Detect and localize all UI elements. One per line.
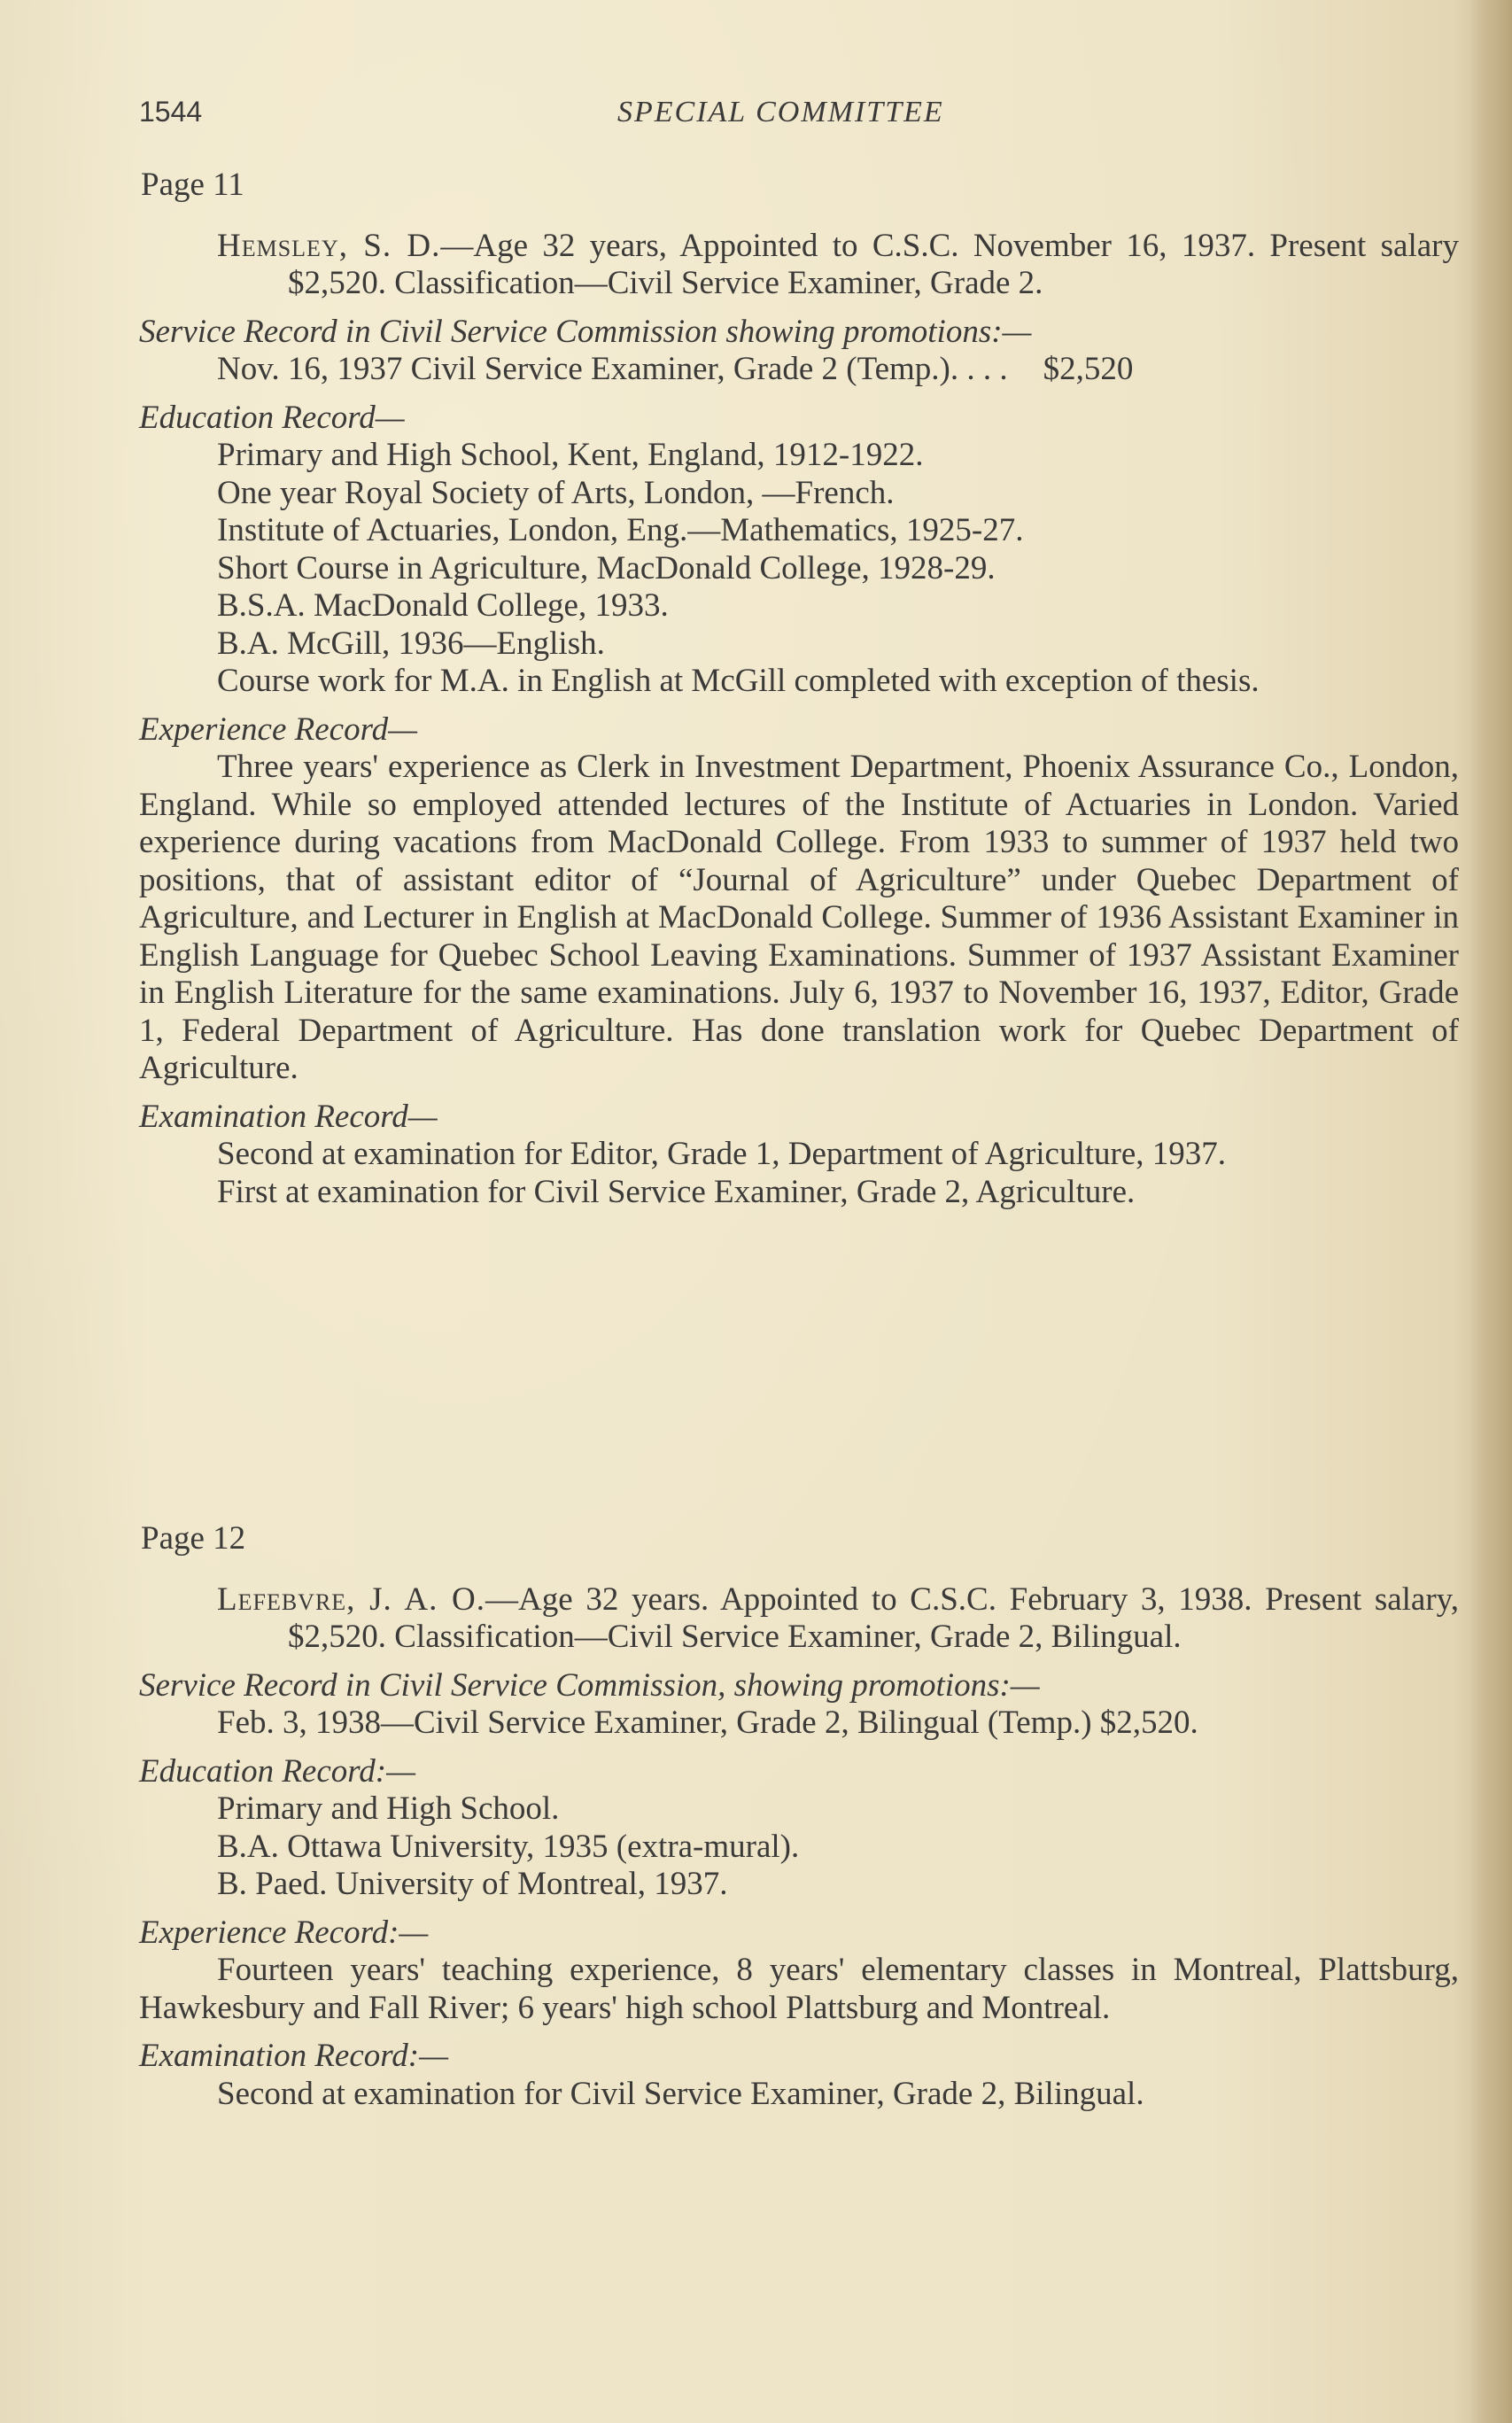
intro-text: —Age 32 years, Appointed to C.S.C. November 16, 1937. Present salary $2,520. Classification—Civil Service Examiner, Grade 2.	[288, 227, 1459, 301]
experience-paragraph: Three years' experience as Clerk in Investment Department, Phoenix Assurance Co., London, England. While so employed attended lectures of the Institute of Actuaries in London. Varied experience during vacations from MacDonald College. From 1933 to summer of 1937 held two positions, that of assistant editor of “Journal of Agriculture” under Quebec Department of Agriculture, and Lecturer in English at MacDonald College. Summer of 1936 Assistant Examiner in English Language for Quebec School Leaving Examinations. Summer of 1937 Assistant Examiner in English Literature for the same examinations. July 6, 1937 to November 16, 1937, Editor, Grade 1, Federal Department of Agriculture. Has done translation work for Quebec Department of Agriculture.	[139, 749, 1459, 1086]
education-line: Primary and High School.	[217, 1790, 560, 1827]
examination-paragraph: Second at examination for Editor, Grade 1, Department of Agriculture, 1937.	[217, 1136, 1227, 1172]
service-record-line: Feb. 3, 1938—Civil Service Examiner, Grade 2, Bilingual (Temp.) $2,520.	[217, 1705, 1198, 1741]
education-line: B.A. Ottawa University, 1935 (extra-mural).	[217, 1828, 800, 1865]
page-number: 1544	[139, 96, 203, 128]
experience-record-heading: Experience Record:—	[139, 1914, 429, 1951]
education-record-heading: Education Record:—	[139, 1752, 416, 1790]
person-name: Hemsley, S. D.	[217, 227, 441, 264]
service-record-heading: Service Record in Civil Service Commission showing promotions:—	[139, 313, 1032, 350]
running-head: SPECIAL COMMITTEE	[617, 96, 944, 128]
service-record-heading: Service Record in Civil Service Commission, showing promotions:—	[139, 1666, 1040, 1704]
entry-intro	[139, 1581, 1459, 1657]
education-line: B.S.A. MacDonald College, 1933.	[217, 587, 669, 624]
intro-text: —Age 32 years. Appointed to C.S.C. February 3, 1938. Present salary, $2,520. Classification—Civil Service Examiner, Grade 2, Bilingual.	[288, 1580, 1460, 1655]
entry-lefebvre	[139, 1520, 1459, 2113]
entry-intro	[139, 228, 1459, 303]
education-line: One year Royal Society of Arts, London, —French.	[217, 474, 895, 511]
education-record-heading: Education Record—	[139, 399, 405, 436]
page-spine-shadow	[1469, 0, 1512, 2423]
education-line: Institute of Actuaries, London, Eng.—Mathematics, 1925-27.	[217, 512, 1024, 548]
service-record-text: Nov. 16, 1937 Civil Service Examiner, Grade 2 (Temp.). . . .	[217, 351, 1008, 387]
education-line: Short Course in Agriculture, MacDonald College, 1928-29.	[217, 549, 996, 586]
education-line: Primary and High School, Kent, England, 1912-1922.	[217, 437, 924, 473]
page-label: Page 11	[141, 167, 244, 203]
page-label: Page 12	[141, 1520, 246, 1557]
education-line: B.A. McGill, 1936—English.	[217, 625, 605, 662]
experience-paragraph: Fourteen years' teaching experience, 8 years' elementary classes in Montreal, Plattsburg, Hawkesbury and Fall River; 6 years' high school Plattsburg and Montreal.	[139, 1952, 1459, 2026]
person-name: Lefebvre, J. A. O.	[217, 1580, 485, 1618]
service-record-amount: $2,520	[1043, 351, 1134, 387]
entry-hemsley	[139, 167, 1459, 1211]
education-line: B. Paed. University of Montreal, 1937.	[217, 1866, 728, 1902]
service-record-line	[217, 351, 1459, 389]
examination-record-heading: Examination Record:—	[139, 2038, 449, 2074]
examination-line: First at examination for Civil Service Examiner, Grade 2, Agriculture.	[217, 1173, 1136, 1210]
page-header	[139, 96, 1450, 135]
experience-record-heading: Experience Record—	[139, 711, 418, 748]
examination-line: Second at examination for Civil Service Examiner, Grade 2, Bilingual.	[217, 2075, 1144, 2112]
education-paragraph: Course work for M.A. in English at McGill completed with exception of thesis.	[217, 663, 1260, 699]
examination-record-heading: Examination Record—	[139, 1098, 438, 1135]
